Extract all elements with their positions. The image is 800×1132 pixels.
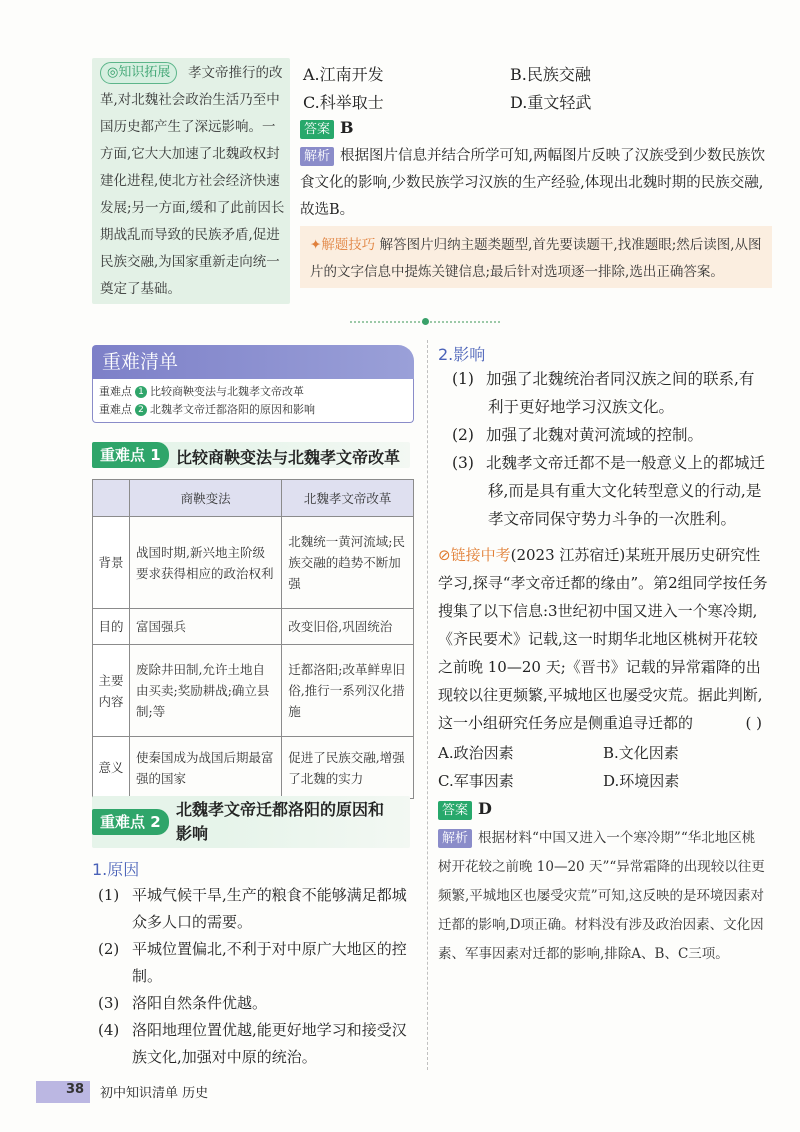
exam-link-tag bbox=[438, 546, 511, 564]
option-a: A.江南开发 bbox=[303, 65, 384, 84]
table-cell: 促进了民族交融,增强了北魏的实力 bbox=[282, 737, 414, 799]
book-title: 初中知识清单 历史 bbox=[100, 1086, 209, 1101]
item-text: 洛阳自然条件优越。 bbox=[132, 994, 268, 1012]
option-c: C.科举取士 bbox=[303, 93, 384, 112]
item-text: 洛阳地理位置优越,能更好地学习和接受汉族文化,加强对中原的统治。 bbox=[132, 1021, 407, 1066]
reasons-list bbox=[98, 882, 420, 1071]
item-number: (1) bbox=[452, 370, 474, 388]
right-column bbox=[438, 342, 768, 969]
key-point-text: 北魏孝文帝迁都洛阳的原因和影响 bbox=[150, 403, 315, 416]
key-point-number: 1 bbox=[135, 386, 147, 398]
key-points-list bbox=[92, 379, 414, 423]
option-b: B.民族交融 bbox=[510, 65, 591, 84]
knowledge-extension-tag bbox=[100, 62, 177, 84]
jiexi-tag: 解析 bbox=[438, 829, 472, 848]
link-icon: ⊘ bbox=[438, 546, 451, 564]
row-label: 主要内容 bbox=[93, 645, 130, 737]
list-item bbox=[452, 449, 768, 533]
table-row bbox=[93, 609, 414, 645]
key-point-item bbox=[99, 383, 413, 401]
table-cell: 战国时期,新兴地主阶级要求获得相应的政治权利 bbox=[130, 517, 282, 609]
knowledge-icon: ◎ bbox=[107, 65, 119, 80]
tip-tag bbox=[310, 237, 375, 253]
table-header-cell: 商鞅变法 bbox=[130, 480, 282, 517]
column-divider bbox=[427, 340, 428, 1070]
list-item bbox=[98, 882, 420, 936]
top-explanation bbox=[300, 143, 768, 224]
answer-letter: D bbox=[478, 799, 492, 818]
row-label: 目的 bbox=[93, 609, 130, 645]
point1-title: 比较商鞅变法与北魏孝文帝改革 bbox=[176, 448, 401, 467]
separator-dot bbox=[422, 318, 429, 325]
answer-blank: ( ) bbox=[745, 714, 762, 732]
item-text: 北魏孝文帝迁都不是一般意义上的都城迁移,而是具有重大文化转型意义的行动,是孝文帝同保守势力斗争的一次胜利。 bbox=[486, 454, 766, 528]
exam-link-label: 链接中考 bbox=[450, 546, 511, 564]
point2-title bbox=[176, 798, 384, 846]
knowledge-tag-label: 知识拓展 bbox=[118, 65, 171, 80]
table-header-row bbox=[93, 480, 414, 517]
item-text: 平城气候干旱,生产的粮食不能够满足都城众多人口的需要。 bbox=[132, 886, 407, 931]
point2-title-line: 影响 bbox=[176, 824, 209, 843]
page-number: 38 bbox=[66, 1082, 85, 1097]
item-number: (4) bbox=[98, 1021, 120, 1039]
option-b: B.文化因素 bbox=[603, 744, 679, 762]
table-cell: 改变旧俗,巩固统治 bbox=[282, 609, 414, 645]
exam-answer bbox=[438, 799, 768, 820]
key-point-prefix: 重难点 bbox=[99, 385, 132, 398]
effects-heading: 2.影响 bbox=[438, 345, 486, 364]
item-text: 加强了北魏对黄河流域的控制。 bbox=[486, 426, 704, 444]
point2-tag: 重难点 2 bbox=[92, 809, 169, 835]
option-d: D.环境因素 bbox=[603, 772, 680, 790]
exam-link-paragraph bbox=[438, 541, 768, 737]
list-item bbox=[98, 1017, 420, 1071]
answer-tag: 答案 bbox=[300, 120, 334, 139]
list-item bbox=[98, 936, 420, 990]
table-cell: 北魏统一黄河流域;民族交融的趋势不断加强 bbox=[282, 517, 414, 609]
tip-tag-label: 解题技巧 bbox=[321, 237, 376, 253]
answer-letter: B bbox=[340, 118, 354, 137]
list-item bbox=[98, 990, 420, 1017]
item-number: (3) bbox=[452, 454, 474, 472]
option-a: A.政治因素 bbox=[438, 744, 514, 762]
option-row bbox=[438, 767, 768, 795]
reasons-heading: 1.原因 bbox=[92, 860, 140, 879]
item-number: (2) bbox=[452, 426, 474, 444]
row-label: 意义 bbox=[93, 737, 130, 799]
table-cell: 迁都洛阳;改革鲜卑旧俗,推行一系列汉化措施 bbox=[282, 645, 414, 737]
exam-question-text: (2023 江苏宿迁)某班开展历史研究性学习,探寻“孝文帝迁都的缘由”。第2组同学按任务搜集了以下信息:3世纪初中国又进入一个寒冷期,《齐民要术》记载,这一时期华北地区桃树开花较之前晚 10—20 天;《晋书》记载的异常霜降的出现较以往更频繁,平城地区也屡受灾荒。据此判断,这一小组研究任务应是侧重追寻迁都的 bbox=[438, 546, 768, 732]
row-label: 背景 bbox=[93, 517, 130, 609]
exam-explanation bbox=[438, 824, 768, 969]
comparison-table bbox=[92, 479, 414, 799]
table-cell: 富国强兵 bbox=[130, 609, 282, 645]
item-number: (2) bbox=[98, 940, 120, 958]
option-d: D.重文轻武 bbox=[510, 93, 592, 112]
answer-tag: 答案 bbox=[438, 801, 472, 820]
item-text: 加强了北魏统治者同汉族之间的联系,有利于更好地学习汉族文化。 bbox=[486, 370, 755, 416]
section-title: 重难清单 bbox=[92, 345, 414, 379]
table-row bbox=[93, 737, 414, 799]
item-number: (3) bbox=[98, 994, 120, 1012]
table-header-cell bbox=[93, 480, 130, 517]
option-c: C.军事因素 bbox=[438, 772, 514, 790]
table-cell: 废除井田制,允许土地自由买卖;奖励耕战;确立县制;等 bbox=[130, 645, 282, 737]
knowledge-extension-text: 孝文帝推行的改革,对北魏社会政治生活乃至中国历史都产生了深远影响。一方面,它大大加速了北魏政权封建化进程,使北方社会经济快速发展;另一方面,缓和了此前因长期战乱而导致的民族矛盾,促进民族交融,为国家重新走向统一奠定了基础。 bbox=[100, 65, 285, 297]
point1-tag: 重难点 1 bbox=[92, 442, 169, 468]
key-point-item bbox=[99, 401, 413, 419]
table-header-cell: 北魏孝文帝改革 bbox=[282, 480, 414, 517]
tip-text: 解答图片归纳主题类题型,首先要读题干,找准题眼;然后读图,从图片的文字信息中提炼关键信息;最后针对选项逐一排除,选出正确答案。 bbox=[310, 237, 762, 280]
jiexi-text: 根据材料“中国又进入一个寒冷期”“华北地区桃树开花较之前晚 10—20 天”“异常霜降的出现较以往更频繁,平城地区也屡受灾荒”可知,这反映的是环境因素对迁都的影响,D项正确。材料没有涉及政治因素、文化因素、军事因素对迁都的影响,排除A、B、C三项。 bbox=[438, 830, 765, 962]
key-point-prefix: 重难点 bbox=[99, 403, 132, 416]
table-row bbox=[93, 517, 414, 609]
table-row bbox=[93, 645, 414, 737]
top-answer bbox=[300, 118, 354, 139]
point2-title-line: 北魏孝文帝迁都洛阳的原因和 bbox=[176, 800, 385, 819]
list-item bbox=[452, 365, 768, 421]
tip-text-block bbox=[310, 232, 766, 286]
lightbulb-icon: ✦ bbox=[310, 237, 322, 253]
table-cell: 使秦国成为战国后期最富强的国家 bbox=[130, 737, 282, 799]
item-number: (1) bbox=[98, 886, 120, 904]
key-point-text: 比较商鞅变法与北魏孝文帝改革 bbox=[150, 385, 304, 398]
list-item bbox=[452, 421, 768, 449]
item-text: 平城位置偏北,不利于对中原广大地区的控制。 bbox=[132, 940, 407, 985]
option-row bbox=[438, 739, 768, 767]
key-point-number: 2 bbox=[135, 404, 147, 416]
jiexi-text: 根据图片信息并结合所学可知,两幅图片反映了汉族受到少数民族饮食文化的影响,少数民族学习汉族的生产经验,体现出北魏时期的民族交融,故选B。 bbox=[300, 148, 766, 218]
jiexi-tag: 解析 bbox=[300, 147, 334, 166]
